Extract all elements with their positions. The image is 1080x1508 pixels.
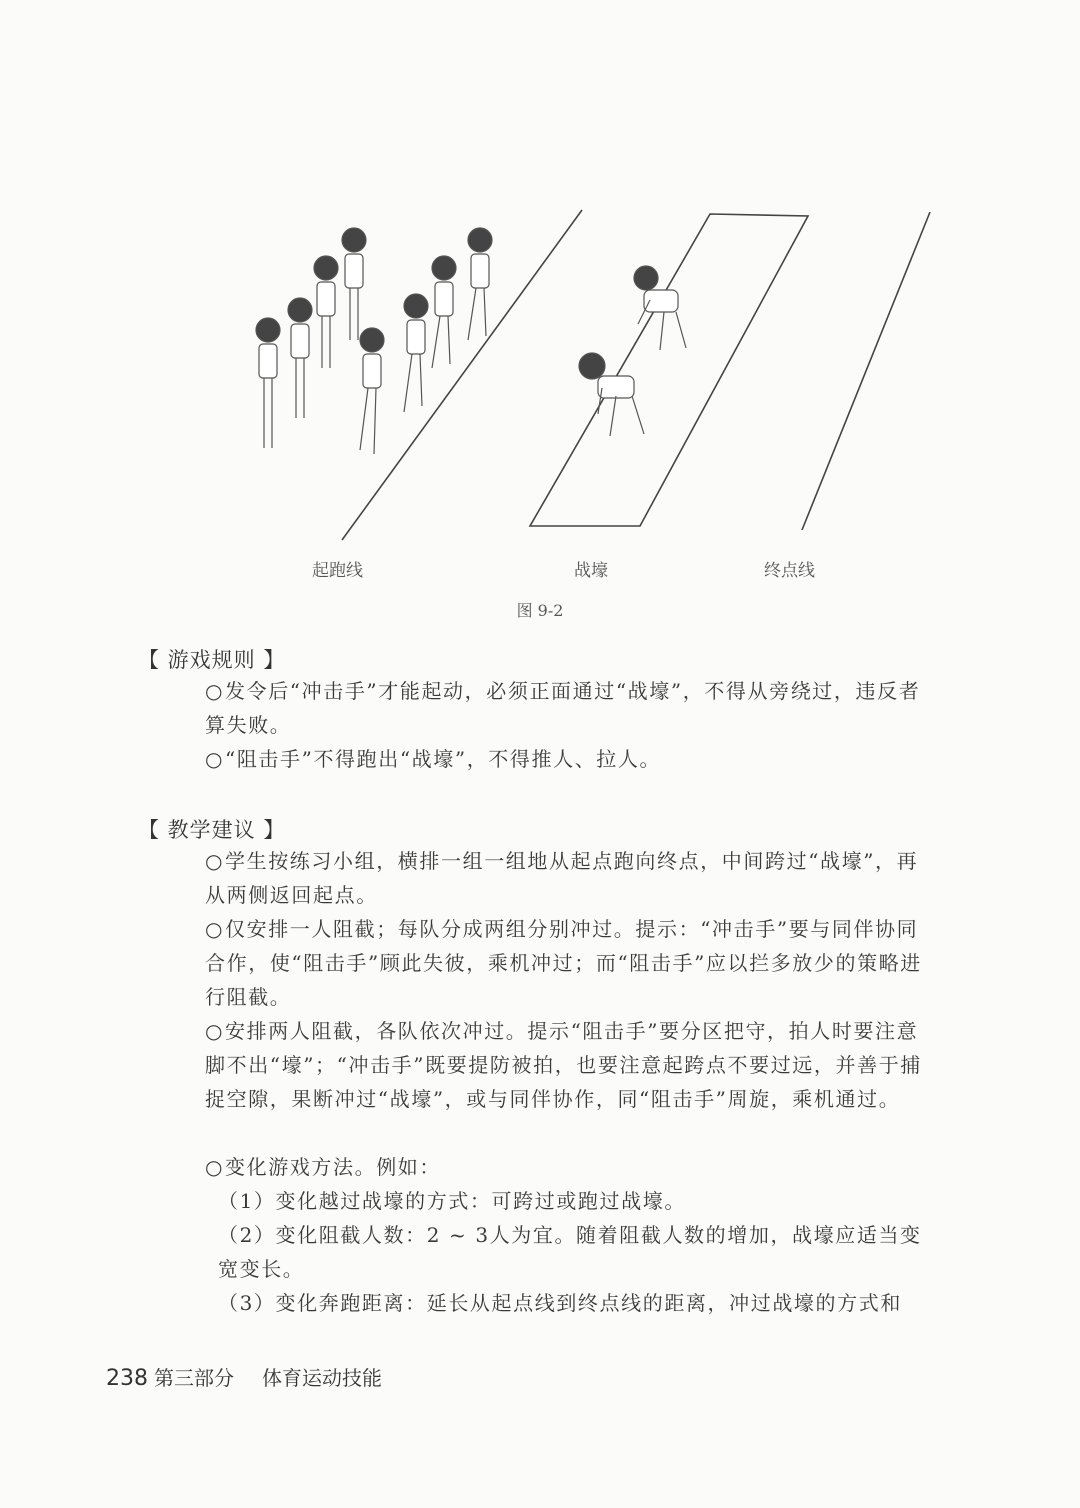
suggestion-item: [205, 844, 925, 912]
suggestion-item: [205, 1150, 925, 1184]
footer-title: 体育运动技能: [262, 1366, 382, 1390]
bullet-icon: ○: [205, 1155, 225, 1179]
rules-text: 发令后“冲击手”才能起动，必须正面通过“战壕”，不得从旁绕过，违反者算失败。: [205, 679, 921, 737]
trench-rectangle: [530, 214, 808, 526]
page-number: 238: [106, 1366, 148, 1391]
bullet-icon: ○: [205, 747, 225, 771]
bullet-icon: ○: [205, 917, 225, 941]
finish-line-label: 终点线: [764, 561, 815, 581]
bullet-icon: ○: [205, 679, 225, 703]
finish-line: [802, 212, 930, 530]
suggestions-heading: 【 教学建议 】: [138, 818, 286, 842]
suggestion-item: [205, 912, 925, 1014]
suggestion-text: 安排两人阻截，各队依次冲过。提示“阻击手”要分区把守，拍人时要注意脚不出“壕”；“冲击手”既要提防被拍，也要注意起跨点不要过远，并善于捕捉空隙，果断冲过“战壕”，或与同伴协作，同“阻击手”周旋，乘机通过。: [205, 1019, 922, 1111]
suggestion-text: 变化游戏方法。例如：: [225, 1155, 441, 1179]
sub-item: （1）变化越过战壕的方式：可跨过或跑过战壕。: [218, 1189, 686, 1213]
suggestion-item: [205, 1014, 925, 1116]
children-group: [256, 228, 686, 454]
rules-item: [205, 742, 925, 776]
rules-text: “阻击手”不得跑出“战壕”，不得推人、拉人。: [225, 747, 662, 771]
bullet-icon: ○: [205, 849, 225, 873]
rules-heading: 【 游戏规则 】: [138, 648, 286, 672]
footer-part: 第三部分: [154, 1366, 234, 1390]
figure-caption: 图 9-2: [516, 601, 564, 620]
start-line-label: 起跑线: [312, 561, 363, 581]
rules-item: [205, 674, 925, 742]
trench-label: 战壕: [574, 561, 608, 581]
sub-item: （3）变化奔跑距离：延长从起点线到终点线的距离，冲过战壕的方式和: [218, 1291, 902, 1315]
sub-item: （2）变化阻截人数：2 ~ 3人为宜。随着阻截人数的增加，战壕应适当变宽变长。: [218, 1223, 922, 1281]
bullet-icon: ○: [205, 1019, 225, 1043]
suggestion-text: 学生按练习小组，横排一组一组地从起点跑向终点，中间跨过“战壕”，再从两侧返回起点。: [205, 849, 919, 907]
game-field-illustration: [240, 200, 960, 590]
suggestion-text: 仅安排一人阻截；每队分成两组分别冲过。提示：“冲击手”要与同伴协同合作，使“阻击手”顾此失彼，乘机冲过；而“阻击手”应以拦多放少的策略进行阻截。: [205, 917, 922, 1009]
page-footer: [106, 1362, 382, 1391]
